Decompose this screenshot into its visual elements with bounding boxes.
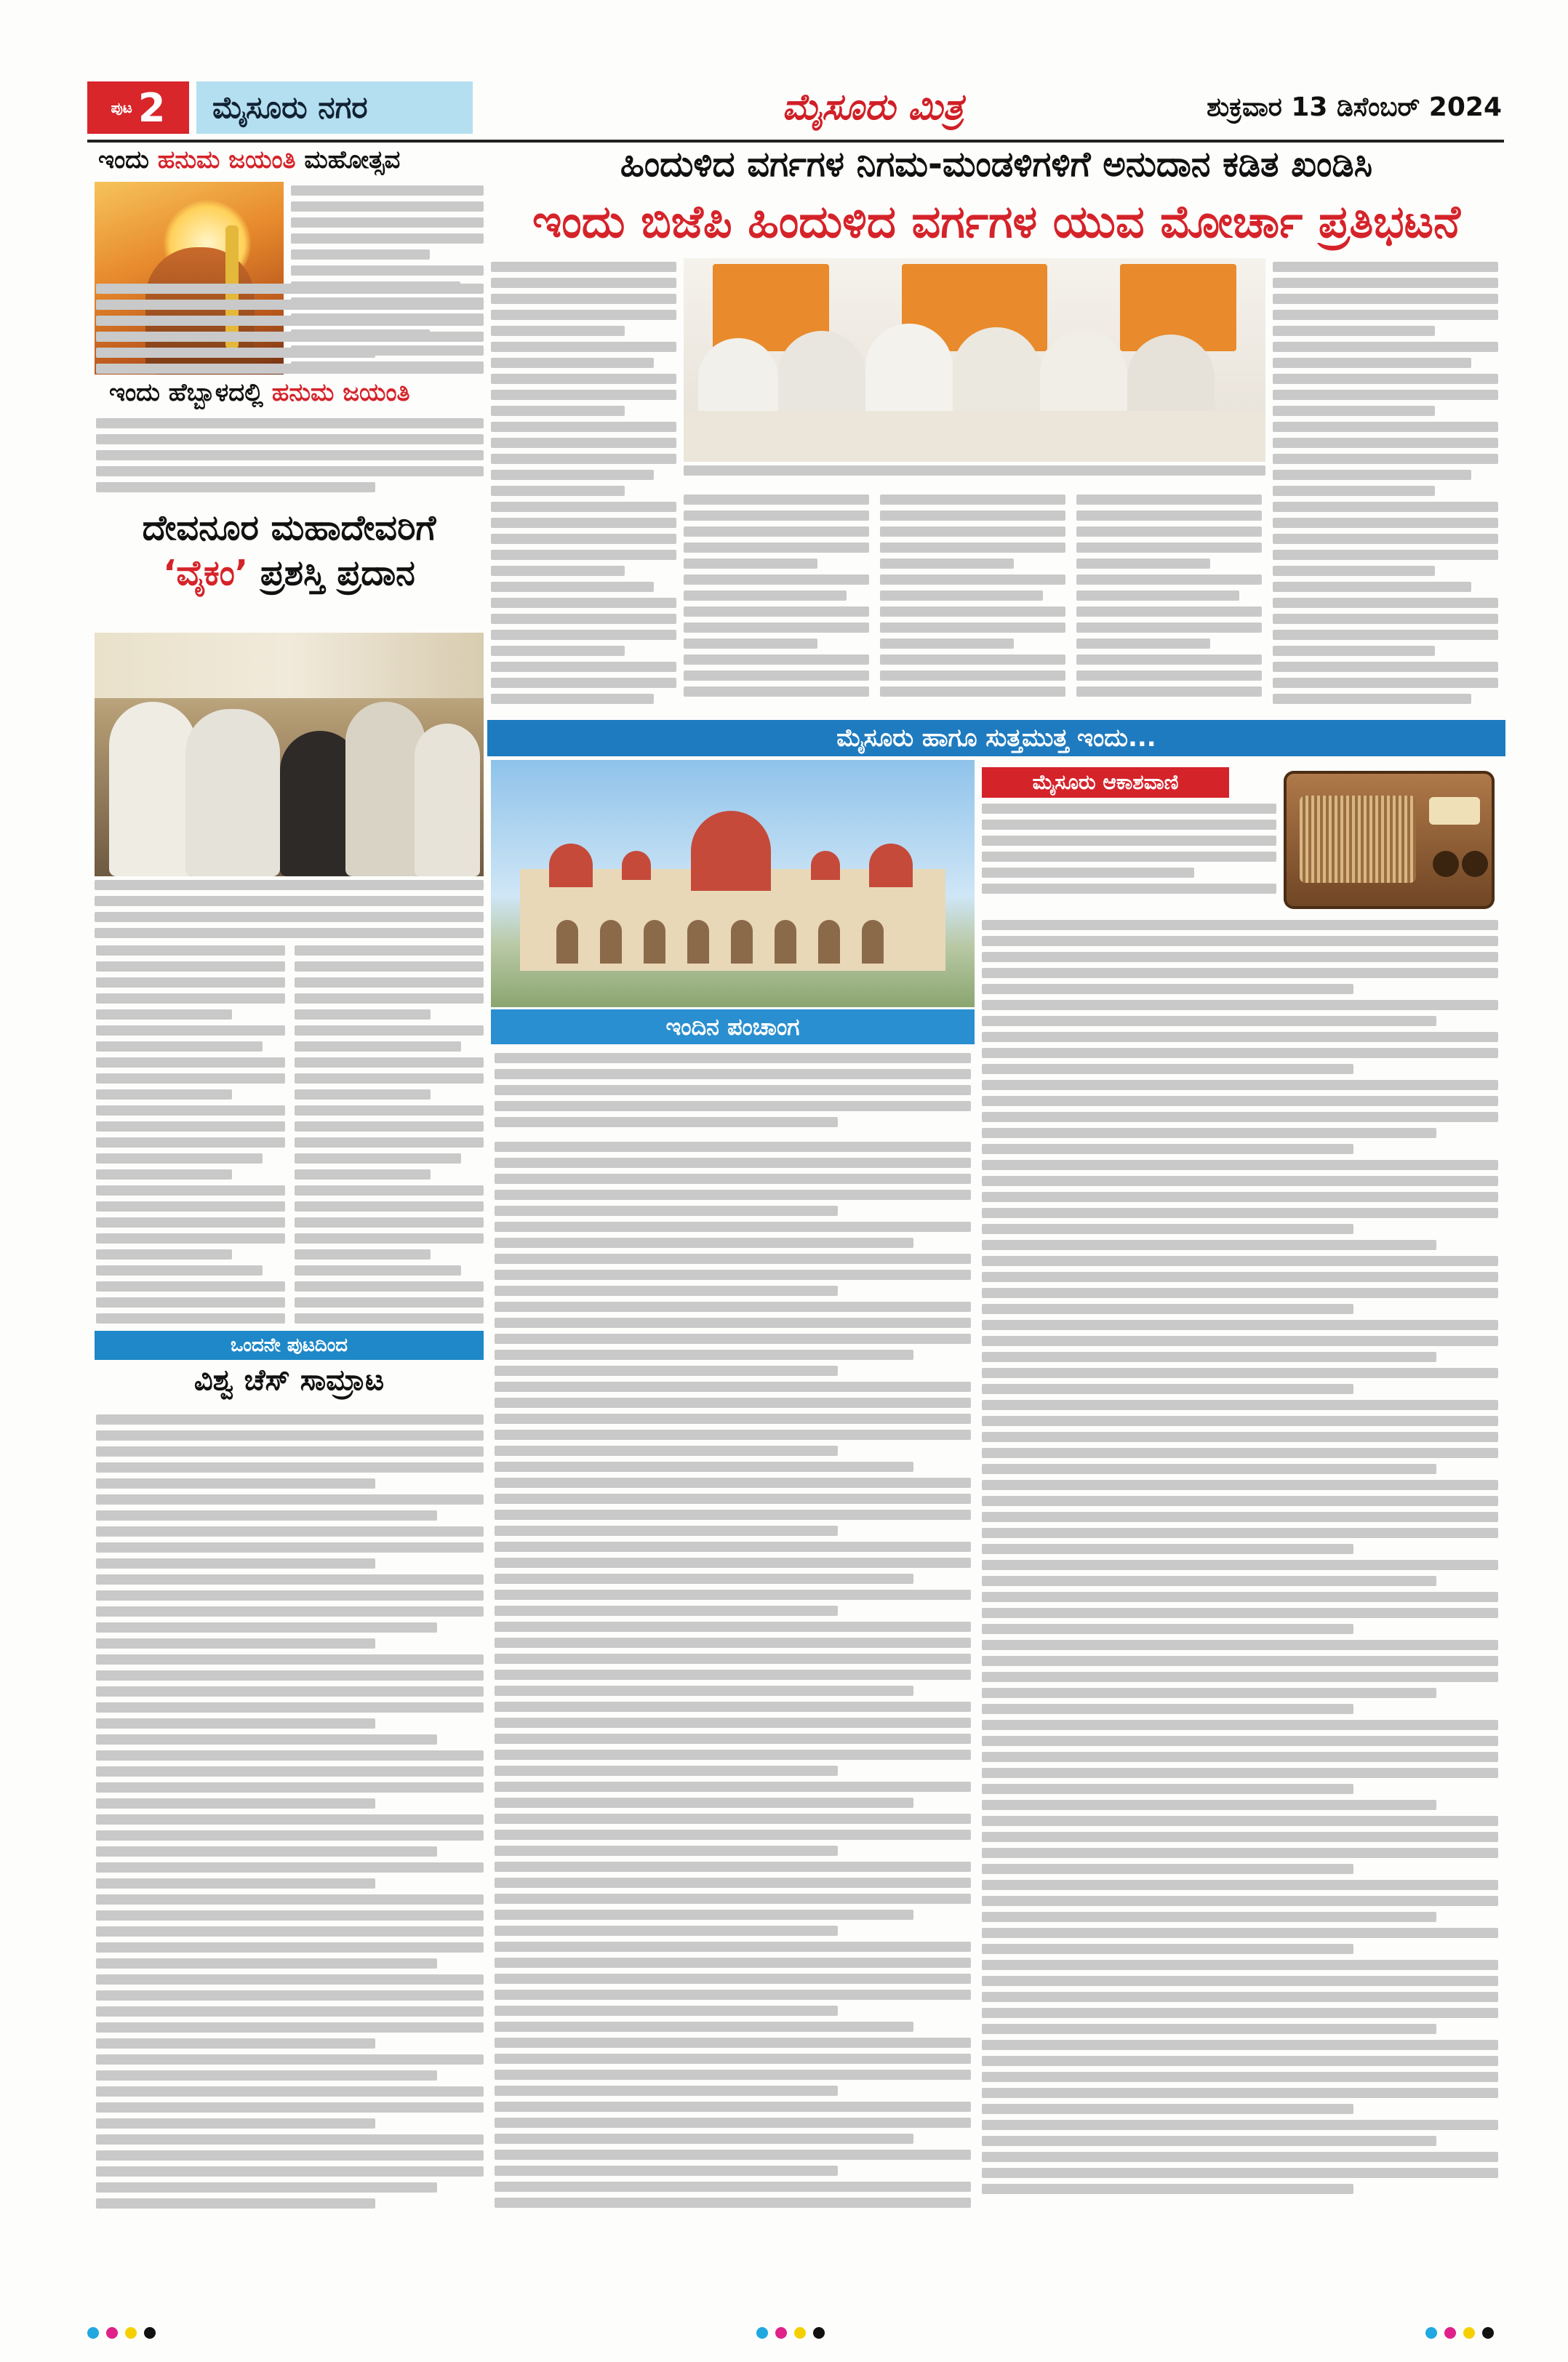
kicker2-red: ಹನುಮ ಜಯಂತಿ [271, 378, 410, 407]
kicker-hebbal-hanuma-jayanti [109, 378, 480, 410]
radio-icon [1284, 771, 1495, 909]
dev-line1: ದೇವನೂರ ಮಹಾದೇವರಿಗೆ [142, 508, 436, 548]
lead-story-col3 [880, 495, 1065, 705]
page-number: 2 [137, 84, 166, 131]
story-hebbal-body [96, 418, 484, 498]
headline-devanur-award [95, 505, 484, 629]
award-ceremony-photo [95, 633, 484, 876]
event-listings [495, 1142, 971, 2240]
lead-story-col5 [1273, 262, 1498, 705]
akashavani-listings [982, 920, 1498, 2240]
kicker1-post: ಮಹೋತ್ಸವ [295, 145, 401, 175]
award-photo-caption [95, 880, 484, 938]
kicker-hanuma-jayanti [98, 145, 484, 177]
events-section-bar: ಮೈಸೂರು ಹಾಗೂ ಸುತ್ತಮುತ್ತ ಇಂದು... [487, 720, 1505, 756]
registration-dots-left [87, 2327, 156, 2339]
main-headline-line2: ಇಂದು ಬಿಜೆಪಿ ಹಿಂದುಳಿದ ವರ್ಗಗಳ ಯುವ ಮೋರ್ಚಾ ಪ್ರತಿಭಟನೆ [532, 195, 1460, 248]
page-word: ಪುಟ [111, 99, 132, 116]
kicker2-pre: ಇಂದು ಹೆಬ್ಬಾಳದಲ್ಲಿ [109, 378, 272, 407]
registration-dots-right [1425, 2327, 1494, 2339]
akashavani-bar: ಮೈಸೂರು ಆಕಾಶವಾಣಿ [982, 767, 1229, 798]
panchanga-details [495, 1053, 971, 1133]
issue-date: ಶುಕ್ರವಾರ 13 ಡಿಸೆಂಬರ್ 2024 [1207, 92, 1502, 122]
page-number-tag [87, 81, 189, 134]
bjp-press-meet-photo [684, 258, 1265, 462]
continued-from-page-one: ಒಂದನೇ ಪುಟದಿಂದ [95, 1331, 484, 1360]
lead-story-col4 [1076, 495, 1262, 705]
story-hanuman-body-b [96, 284, 484, 375]
bjp-photo-caption [684, 465, 1265, 487]
lead-story-col2 [684, 495, 869, 705]
main-headline-line1: ಹಿಂದುಳಿದ ವರ್ಗಗಳ ನಿಗಮ-ಮಂಡಳಿಗಳಿಗೆ ಅನುದಾನ ಕಡಿತ ಖಂಡಿಸಿ [620, 144, 1373, 185]
registration-dots-center [756, 2327, 825, 2339]
dev-line2: ಪ್ರಶಸ್ತಿ ಪ್ರದಾನ [248, 553, 415, 594]
kicker1-red: ಹನುಮ ಜಯಂತಿ [157, 145, 296, 175]
lead-story-col1 [491, 262, 676, 705]
story-devanur-body-b [295, 945, 484, 1324]
headline-chess: ವಿಶ್ವ ಚೆಸ್ ಸಾಮ್ರಾಟ [193, 1364, 385, 1397]
masthead-logo: ಮೈಸೂರು ಮಿತ್ರ [782, 85, 964, 128]
story-chess-body [96, 1414, 484, 2236]
story-devanur-body-a [96, 945, 285, 1324]
kicker1-pre: ಇಂದು [98, 145, 158, 175]
section-title: ಮೈಸೂರು ನಗರ [196, 81, 473, 134]
panchanga-bar: ಇಂದಿನ ಪಂಚಾಂಗ [491, 1009, 975, 1044]
header-rule [87, 140, 1504, 143]
dev-award-name: ‘ವೈಕಂ’ [163, 553, 249, 594]
mysore-palace-photo [491, 760, 975, 1007]
akashavani-top [982, 804, 1276, 913]
